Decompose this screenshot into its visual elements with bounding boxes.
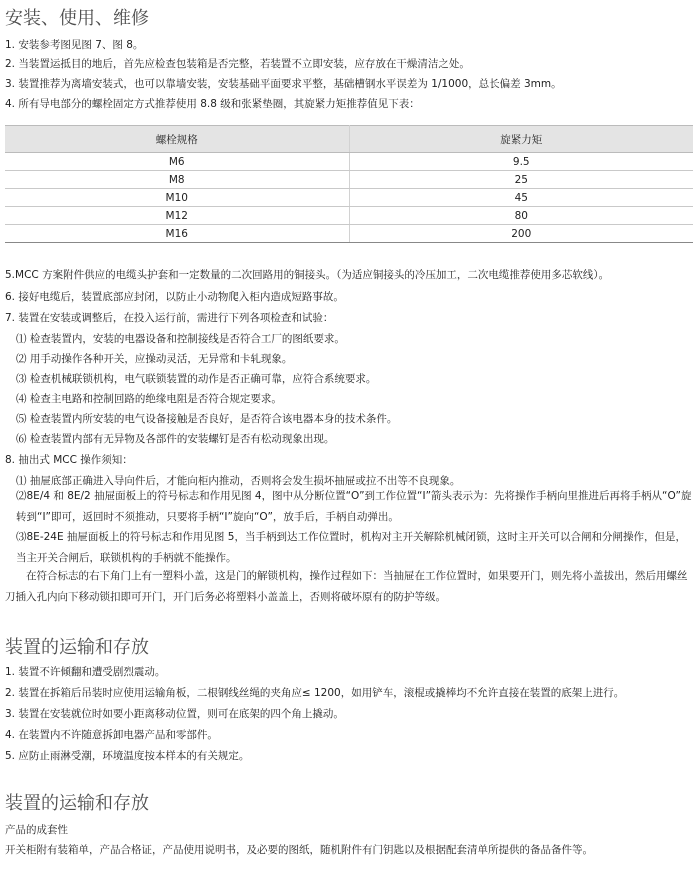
subheading: 产品的成套性 [5, 824, 68, 836]
list-item: 7. 装置在安装或调整后，在投入运行前，需进行下列各项检查和试验： [5, 312, 334, 324]
check-item: ⑵ 用手动操作各种开关，应操动灵活，无异常和卡轧现象。 [16, 353, 293, 365]
list-item: 8. 抽出式 MCC 操作须知： [5, 454, 133, 466]
table-cell: 80 [349, 207, 693, 225]
list-item: 1. 安装参考图见图 7、图 8。 [5, 39, 144, 51]
check-item: ⑹ 检查装置内部有无异物及各部件的安装螺钉是否有松动现象出现。 [16, 433, 335, 445]
table-row [5, 189, 693, 207]
column-header-torque: 旋紧力矩 [349, 126, 693, 153]
table-row [5, 153, 693, 171]
table-header-row [5, 126, 693, 153]
table-cell: 9.5 [349, 153, 693, 171]
table-row [5, 171, 693, 189]
section-title-transport-2: 装置的运输和存放 [5, 793, 149, 814]
list-item: 4. 在装置内不许随意拆卸电器产品和零部件。 [5, 729, 218, 741]
body-paragraph: 开关柜附有装箱单，产品合格证，产品使用说明书，及必要的图纸，随机附件有门钥匙以及根据配套清单所提供的备品备件等。 [5, 844, 593, 856]
table-cell: M8 [5, 171, 349, 189]
list-item: 5.MCC 方案附件供应的电缆头护套和一定数量的二次回路用的铜接头。（为适应铜接头的冷压加工，二次电缆推荐使用多芯软线）。 [5, 269, 610, 281]
table-cell: M16 [5, 225, 349, 243]
list-item: 2. 当装置运抵目的地后，首先应检查包装箱是否完整，若装置不立即安装，应存放在干燥清洁之处。 [5, 58, 470, 70]
list-item: 2. 装置在拆箱后吊装时应使用运输角板，二根钢线丝绳的夹角应≤ 1200，如用铲车，滚棍或撬棒均不允许直接在装置的底架上进行。 [5, 687, 625, 699]
body-paragraph: 在符合标志的右下角门上有一塑料小盖，这是门的解锁机构，操作过程如下：当抽屉在工作位置时，如果要开门，则先将小盖拔出，然后用螺丝刀插入孔内向下移动锁扣即可开门，开门后务必将塑料小盖盖上，否则将破坏原有的防护等级。 [5, 570, 688, 603]
table-row [5, 207, 693, 225]
check-item: ⑷ 检查主电路和控制回路的绝缘电阻是否符合规定要求。 [16, 393, 282, 405]
list-item: 5. 应防止雨淋受潮，环境温度按本样本的有关规定。 [5, 750, 250, 762]
check-item: ⑶ 检查机械联锁机构，电气联锁装置的动作是否正确可靠，应符合系统要求。 [16, 373, 377, 385]
operation-note: ⑴ 抽屉底部正确进入导向件后，才能向柜内推动，否则将会发生损坏抽屉或拉不出等不良现象。 [16, 475, 461, 487]
section-title-transport: 装置的运输和存放 [5, 637, 149, 658]
list-item: 4. 所有导电部分的螺栓固定方式推荐使用 8.8 级和张紧垫圈，其旋紧力矩推荐值见下表： [5, 98, 420, 110]
column-header-bolt-spec: 螺栓规格 [5, 126, 349, 153]
section-title-install: 安装、使用、维修 [5, 8, 149, 29]
check-item: ⑴ 检查装置内，安装的电器设备和控制接线是否符合工厂的图纸要求。 [16, 333, 345, 345]
bolt-torque-table [5, 125, 693, 243]
table-cell: M12 [5, 207, 349, 225]
table-cell: 25 [349, 171, 693, 189]
check-item: ⑸ 检查装置内所安装的电气设备接触是否良好，是否符合该电器本身的技术条件。 [16, 413, 398, 425]
list-item: 3. 装置在安装就位时如要小距离移动位置，则可在底架的四个角上撬动。 [5, 708, 344, 720]
list-item: 3. 装置推荐为离墙安装式，也可以靠墙安装，安装基础平面要求平整，基础槽钢水平误差为 1/1000，总长偏差 3mm。 [5, 78, 562, 90]
table-cell: M10 [5, 189, 349, 207]
list-item: 6. 接好电缆后，装置底部应封闭，以防止小动物爬入柜内造成短路事故。 [5, 291, 344, 303]
operation-note: ⑶8E-24E 抽屉面板上的符号标志和作用见图 5，当手柄到达工作位置时，机构对主开关解除机械闭锁，这时主开关可以合闸和分闸操作，但是，当主开关合闸后，联锁机构的手柄就不能操作。 [16, 531, 686, 564]
operation-note: ⑵8E/4 和 8E/2 抽屉面板上的符号标志和作用见图 4，图中从分断位置“O”到工作位置“I”箭头表示为：先将操作手柄向里推进后再将手柄从“O”旋转到“I”即可，返回时不须推动，只要将手柄“I”旋向“O”，放手后，手柄自动弹出。 [16, 490, 692, 523]
table-cell: 45 [349, 189, 693, 207]
table-cell: 200 [349, 225, 693, 243]
table-row [5, 225, 693, 243]
list-item: 1. 装置不许倾翻和遭受剧烈震动。 [5, 666, 166, 678]
table-cell: M6 [5, 153, 349, 171]
